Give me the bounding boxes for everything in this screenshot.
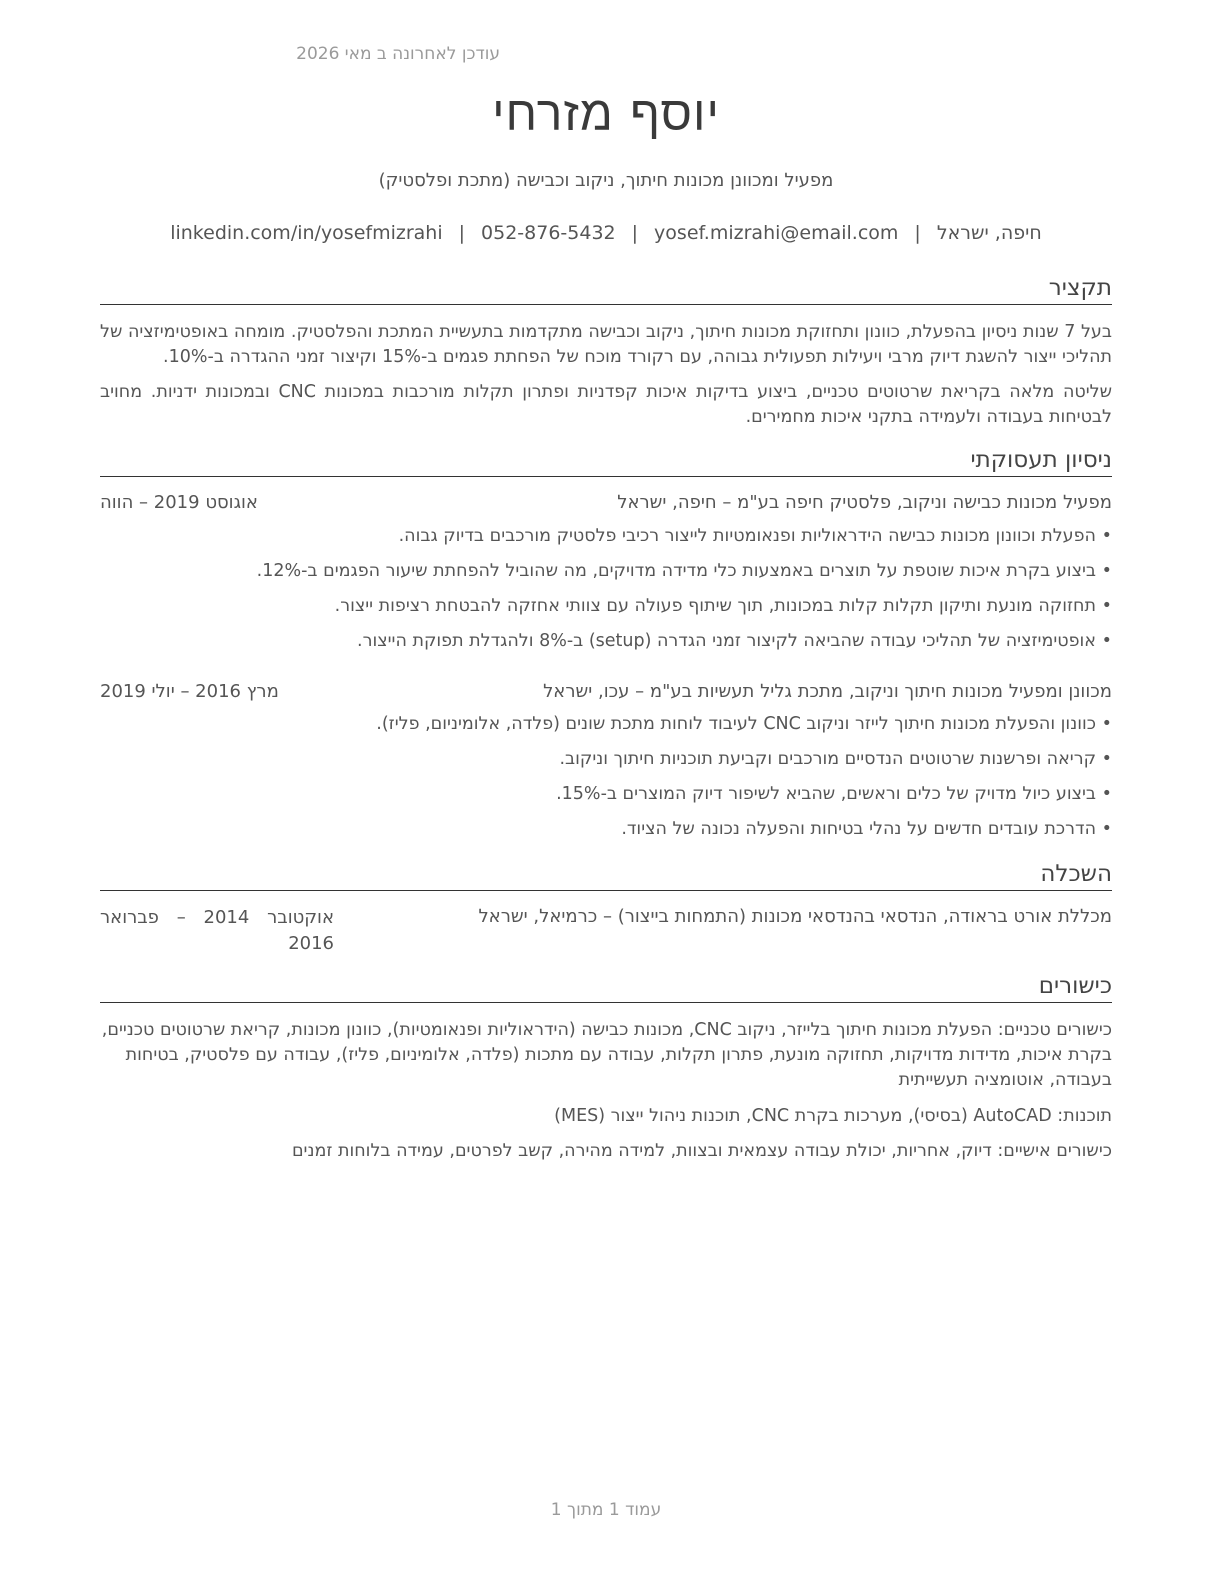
bullet-icon: • bbox=[1101, 819, 1112, 839]
contact-location: חיפה, ישראל bbox=[936, 222, 1042, 244]
bullet-icon: • bbox=[1101, 714, 1112, 734]
section-title-skills: כישורים bbox=[100, 972, 1112, 1003]
job-org: מכוונן ומפעיל מכונות חיתוך וניקוב, מתכת גליל תעשיות בע"מ – עכו, ישראל bbox=[543, 681, 1112, 702]
list-item: • אופטימיזציה של תהליכי עבודה שהביאה לקיצור זמני הגדרה (setup) ב-8% ולהגדלת תפוקת הייצור. bbox=[100, 629, 1112, 664]
bullet-icon: • bbox=[1101, 596, 1112, 616]
list-item: • קריאה ופרשנות שרטוטים הנדסיים מורכבים וקביעת תוכניות חיתוך וניקוב. bbox=[100, 747, 1112, 782]
job-dates: מרץ 2016 – יולי 2019 bbox=[100, 681, 279, 702]
contact-linkedin[interactable]: linkedin.com/in/yosefmizrahi bbox=[170, 222, 443, 244]
contact-email[interactable]: yosef.mizrahi@email.com bbox=[654, 222, 899, 244]
list-item: • ביצוע בקרת איכות שוטפת על תוצרים באמצעות כלי מדידה מדויקים, מה שהוביל להפחתת שיעור הפגמים ב-12%. bbox=[100, 559, 1112, 594]
summary-paragraph: שליטה מלאה בקריאת שרטוטים טכניים, ביצוע בדיקות איכות קפדניות ופתרון תקלות מורכבות במכונות CNC ובמכונות ידניות. מחויב לבטיחות בעבודה ולעמידה בתקני איכות מחמירים. bbox=[100, 382, 1112, 427]
list-item: • הפעלת וכוונון מכונות כבישה הידראוליות ופנאומטיות לייצור רכיבי פלסטיק מורכבים בדיוק גבוה. bbox=[100, 524, 1112, 559]
section-title-education: השכלה bbox=[100, 860, 1112, 891]
job-header bbox=[100, 681, 1112, 707]
candidate-name: יוסף מזרחי bbox=[492, 86, 720, 142]
job-dates: אוגוסט 2019 – הווה bbox=[100, 492, 258, 513]
job-bullets bbox=[100, 712, 1112, 852]
bullet-icon: • bbox=[1101, 526, 1112, 546]
list-item: • ביצוע כיול מדויק של כלים וראשים, שהביא לשיפור דיוק המוצרים ב-15%. bbox=[100, 782, 1112, 817]
job-org: מפעיל מכונות כבישה וניקוב, פלסטיק חיפה בע"מ – חיפה, ישראל bbox=[617, 492, 1112, 513]
section-title-summary: תקציר bbox=[100, 274, 1112, 305]
contact-separator: | bbox=[458, 222, 466, 244]
contact-phone[interactable]: 052-876-5432 bbox=[481, 222, 616, 244]
skills-software: תוכנות: AutoCAD (בסיסי), מערכות בקרת CNC, תוכנות ניהול ייצור (MES) bbox=[554, 1106, 1112, 1126]
page-number: עמוד 1 מתוך 1 bbox=[550, 1500, 662, 1520]
contact-line bbox=[100, 222, 1112, 244]
contact-separator: | bbox=[914, 222, 921, 244]
list-item: • כוונון והפעלת מכונות חיתוך לייזר וניקוב CNC לעיבוד לוחות מתכת שונים (פלדה, אלומיניום, פליז). bbox=[100, 712, 1112, 747]
bullet-icon: • bbox=[1101, 749, 1112, 769]
headline: מפעיל ומכוונן מכונות חיתוך, ניקוב וכבישה (מתכת ופלסטיק) bbox=[378, 170, 834, 191]
summary-paragraph: בעל 7 שנות ניסיון בהפעלת, כוונון ותחזוקת מכונות חיתוך, ניקוב וכבישה מתקדמות בתעשיית המתכת והפלסטיק. מומחה באופטימיזציה של תהליכי ייצור להשגת דיוק מרבי ויעילות תפעולית גבוהה, עם רקורד מוכח של הפחתת פגמים ב-15% וקיצור זמני ההגדרה ב-10%. bbox=[100, 322, 1112, 367]
skills-technical: כישורים טכניים: הפעלת מכונות חיתוך בלייזר, ניקוב CNC, מכונות כבישה (הידראוליות ופנאומטיות), כוונון מכונות, קריאת שרטוטים טכניים, בקרת איכות, מדידות מדויקות, תחזוקה מונעת, פתרון תקלות, עבודה עם מתכות (פלדה, אלומיניום, פליז), עבודה עם פלסטיק, בטיחות בעבודה, אוטומציה תעשייתית bbox=[101, 1020, 1112, 1090]
skills-personal: כישורים אישיים: דיוק, אחריות, יכולת עבודה עצמאית ובצוות, למידה מהירה, קשב לפרטים, עמידה בלוחות זמנים bbox=[291, 1141, 1112, 1161]
list-item: • תחזוקה מונעת ותיקון תקלות קלות במכונות, תוך שיתוף פעולה עם צוותי אחזקה להבטחת רציפות ייצור. bbox=[100, 594, 1112, 629]
bullet-icon: • bbox=[1101, 561, 1112, 581]
resume-page bbox=[100, 0, 1112, 1584]
education-org: מכללת אורט בראודה, הנדסאי בהנדסאי מכונות (התמחות בייצור) – כרמיאל, ישראל bbox=[478, 906, 1112, 927]
bullet-icon: • bbox=[1101, 784, 1112, 804]
job-bullets bbox=[100, 524, 1112, 664]
contact-separator: | bbox=[631, 222, 639, 244]
section-title-experience: ניסיון תעסוקתי bbox=[100, 446, 1112, 477]
last-updated: עודכן לאחרונה ב מאי 2026 bbox=[296, 44, 500, 64]
bullet-icon: • bbox=[1101, 631, 1112, 651]
list-item: • הדרכת עובדים חדשים על נהלי בטיחות והפעלה נכונה של הציוד. bbox=[100, 817, 1112, 852]
education-dates: אוקטובר 2014 – פברואר 2016 bbox=[100, 907, 334, 954]
job-header bbox=[100, 492, 1112, 518]
